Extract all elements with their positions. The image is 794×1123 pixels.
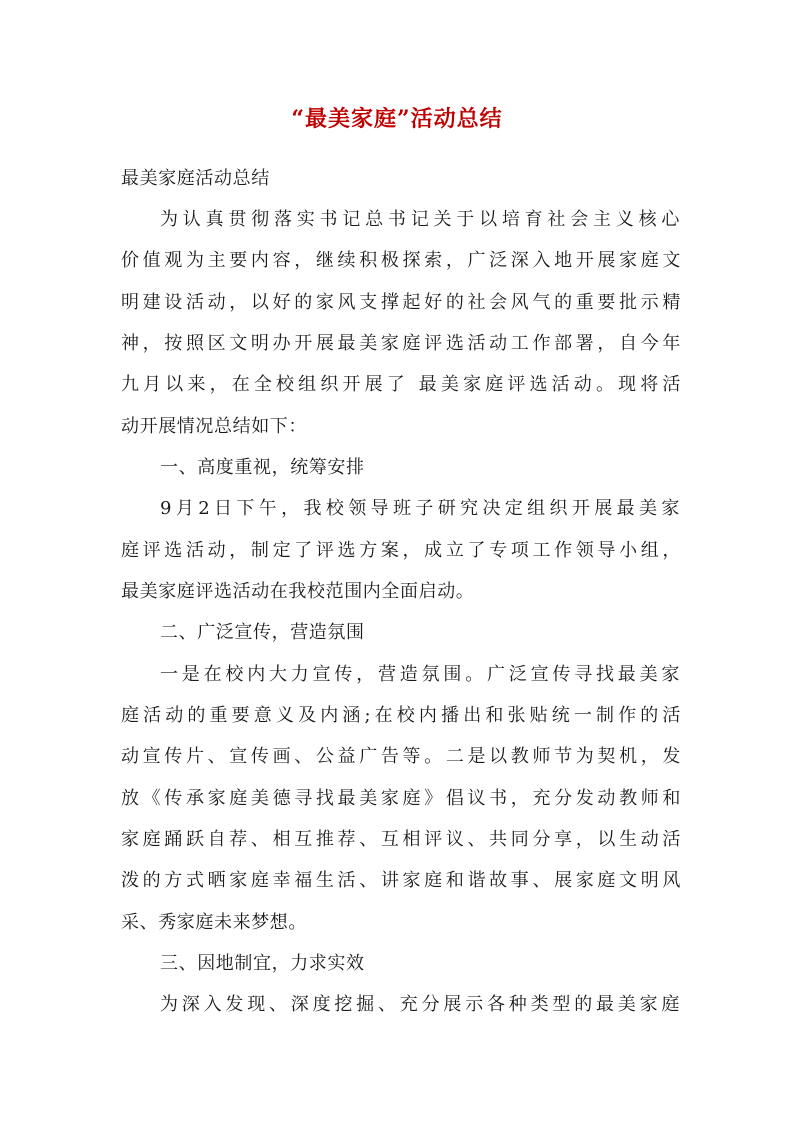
paragraph-line: 动开展情况总结如下： <box>121 416 307 437</box>
paragraph-line: 为深入发现、深度挖掘、充分展示各种类型的最美家庭 <box>160 994 680 1015</box>
paragraph-line: 庭评选活动，制定了评选方案，成立了专项工作领导小组， <box>121 540 681 561</box>
document-title: “最美家庭”活动总结 <box>291 106 503 132</box>
section-heading: 一、高度重视，统筹安排 <box>160 457 365 478</box>
section-heading: 二、广泛宣传，营造氛围 <box>160 622 365 643</box>
paragraph-line: 九月以来，在全校组织开展了 最美家庭评选活动。现将活 <box>121 374 681 395</box>
paragraph-line: 价值观为主要内容，继续积极探索，广泛深入地开展家庭文 <box>121 250 681 271</box>
paragraph-line: 神，按照区文明办开展最美家庭评选活动工作部署，自今年 <box>121 333 681 354</box>
paragraph-line: 一是在校内大力宣传，营造氛围。广泛宣传寻找最美家 <box>160 664 680 685</box>
paragraph-line: 最美家庭评选活动在我校范围内全面启动。 <box>121 581 475 602</box>
section-heading: 三、因地制宜，力求实效 <box>160 953 365 974</box>
paragraph-line: 为认真贯彻落实书记总书记关于以培育社会主义核心 <box>160 209 680 230</box>
paragraph-line: 放《传承家庭美德寻找最美家庭》倡议书，充分发动教师和 <box>121 788 681 809</box>
paragraph-line: 9月2日下午，我校领导班子研究决定组织开展最美家 <box>160 498 680 519</box>
paragraph-line: 泼的方式晒家庭幸福生活、讲家庭和谐故事、展家庭文明风 <box>121 870 681 891</box>
paragraph-line: 采、秀家庭未来梦想。 <box>121 912 307 933</box>
document-subtitle: 最美家庭活动总结 <box>121 168 270 189</box>
paragraph-line: 家庭踊跃自荐、相互推荐、互相评议、共同分享，以生动活 <box>121 829 681 850</box>
paragraph-line: 明建设活动，以好的家风支撑起好的社会风气的重要批示精 <box>121 292 681 313</box>
paragraph-line: 庭活动的重要意义及内涵;在校内播出和张贴统一制作的活 <box>121 705 681 726</box>
paragraph-line: 动宣传片、宣传画、公益广告等。二是以教师节为契机，发 <box>121 746 681 767</box>
